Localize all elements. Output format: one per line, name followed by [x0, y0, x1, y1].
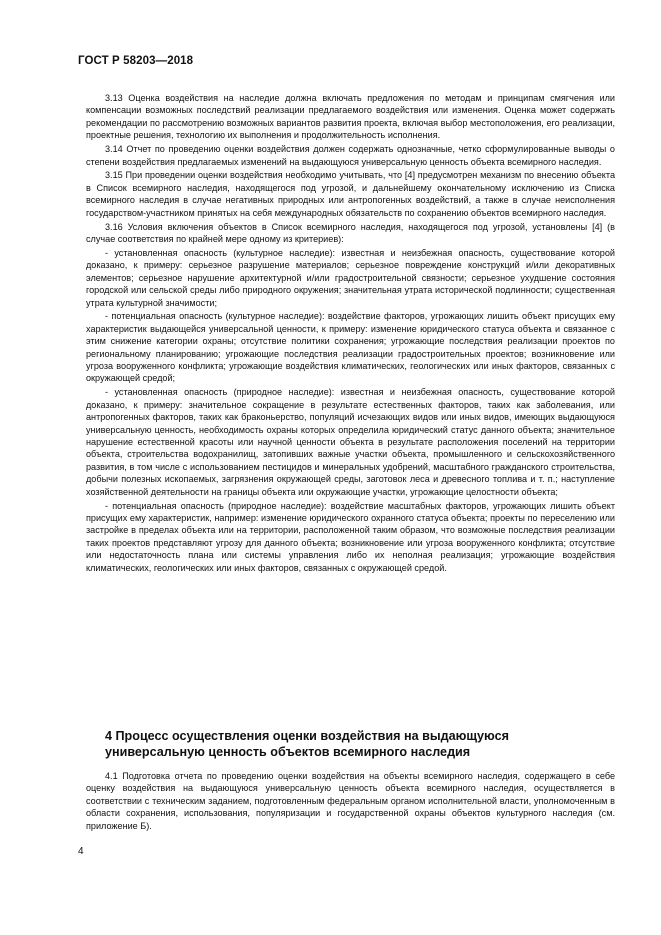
- list-item-established-natural: - установленная опасность (природное наследие): известная и неизбежная опасность, существование которой доказано, к примеру: значительное сокращение в результате естественных факторов, таких как заболевания, или антропогенных факторов, таких как браконьерство, популяций исчезающих видов или иных видов, имеющих выдающуюся универсальную ценность, необходимость охраны которых определила юридический статус данного объекта; значительное нарушение естественной красоты или научной ценности объекта в результате расположения поселений на территории объекта, строительства водохранилищ, затопивших важные участки объекта, промышленного и сельскохозяйственного развития, в том числе с использованием пестицидов и минеральных удобрений, масштабного гражданского строительства, добычи полезных ископаемых, загрязнения окружающей среды, заготовок леса и древесного топлива и т. п.; наступление хозяйственной деятельности на границы объекта или окружающие участки, угрожающие целостности объекта;: [86, 387, 615, 497]
- paragraph-4-1: 4.1 Подготовка отчета по проведению оценки воздействия на объекты всемирного наследия, содержащего в себе оценку воздействия на выдающуюся универсальную ценность объекта всемирного наследия, осуществляется в соответствии с техническим заданием, подготовленным федеральным органом исполнительной власти, уполномоченным в области сохранения, использования, популяризации и государственной охраны объектов культурного наследия (см. приложение Б).: [86, 771, 615, 831]
- page-number: 4: [78, 846, 84, 857]
- list-item-potential-natural: - потенциальная опасность (природное наследие): воздействие масштабных факторов, угрожающих лишить объект присущих ему характеристик, например: изменение юридического охранного статуса объекта; проекты по переселению или застройке в пределах объекта или на территории, расположенной таким образом, что возможные последствия реализации таких проектов представляют угрозу для данного объекта; возникновение или угроза вооруженного конфликта; отсутствие или недостаточность плана или системы управления либо их неполная реализация; угрожающие воздействия климатических, геологических или иных факторов, связанных с окружающей средой.: [86, 500, 615, 573]
- list-item-potential-cultural: - потенциальная опасность (культурное наследие): воздействие факторов, угрожающих лишить объект присущих ему характеристик выдающейся универсальной ценности, к примеру: изменение юридического статуса объекта и связанное с этим снижение категории охраны; отсутствие политики сохранения; угрожающие последствия реализации проектов по региональному планированию; угрожающие последствия реализации градостроительных проектов; возникновение или угроза вооруженного конфликта; угрожающие воздействия климатических, геологических или иных факторов, связанных с окружающей средой;: [86, 311, 615, 384]
- paragraph-3-16: 3.16 Условия включения объектов в Список всемирного наследия, находящегося под угрозой, установлены [4] (в случае соответствия по крайней мере одному из критериев):: [86, 221, 615, 244]
- section-4-text: [86, 770, 615, 832]
- paragraph-3-14: 3.14 Отчет по проведению оценки воздействия должен содержать однозначные, четко сформулированные выводы о степени воздействия предлагаемых изменений на выдающуюся универсальную ценность объекта всемирного наследия.: [86, 144, 615, 167]
- list-item-established-cultural: - установленная опасность (культурное наследие): известная и неизбежная опасность, существование которой доказано, к примеру: серьезное разрушение материалов; серьезное повреждение конструкций и/или декоративных элементов; серьезное нарушение архитектурной и/или градостроительной связности; серьезное ухудшение состояния городской или сельской среды либо природного окружения; значительная утрата исторической подлинности; существенная утрата культурной значимости;: [86, 247, 615, 308]
- paragraph-3-13: 3.13 Оценка воздействия на наследие должна включать предложения по методам и принципам смягчения или компенсации возможных последствий реализации предлагаемого воздействия или изменения. Оценка может содержать рекомендации по рассмотрению возможных вариантов развития проекта, включая выбор местоположения, его реализации, проектные решения, технологию их выполнения и продолжительность исполнения.: [86, 93, 615, 141]
- paragraph-3-15: 3.15 При проведении оценки воздействия необходимо учитывать, что [4] предусмотрен механизм по внесению объекта в Список всемирного наследия, находящегося под угрозой, и дальнейшему окончательному исключению из Списка всемирного наследия в случае негативных природных или антропогенных воздействий, а также в случае неисполнения государством-участником принятых на себя международных обязательств по сохранению объектов всемирного наследия.: [86, 170, 615, 218]
- clause-3-text: [86, 92, 615, 575]
- document-code-header: ГОСТ Р 58203—2018: [78, 55, 194, 67]
- section-4-heading: 4 Процесс осуществления оценки воздействия на выдающуюся универсальную ценность объектов всемирного наследия: [105, 729, 509, 759]
